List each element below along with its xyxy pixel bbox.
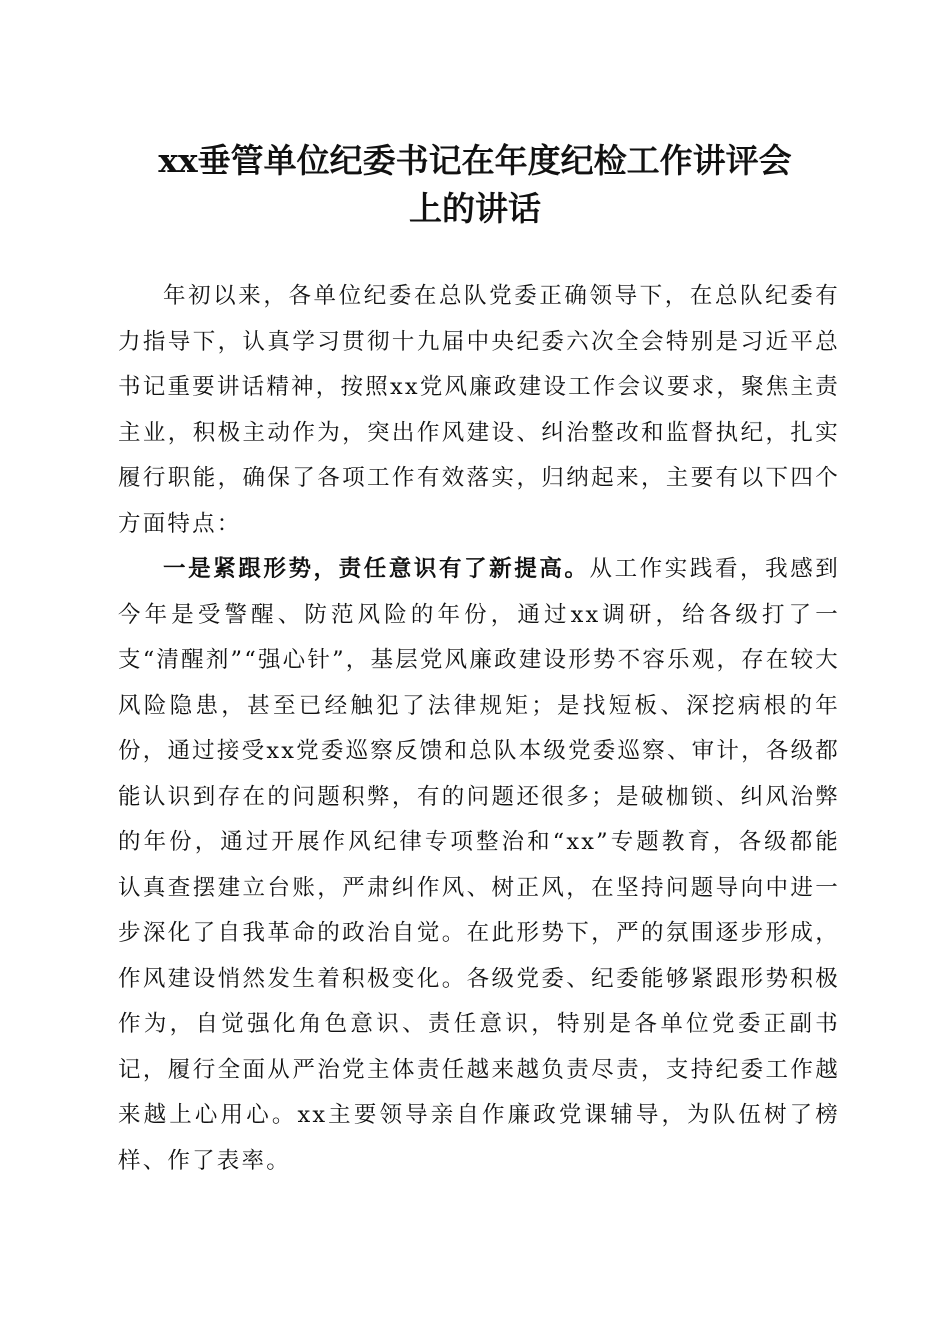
- document-title: [100, 137, 850, 233]
- title-line-1: xx垂管单位纪委书记在年度纪检工作讲评会: [158, 141, 792, 180]
- paragraph-intro-text: 年初以来，各单位纪委在总队党委正确领导下，在总队纪委有力指导下，认真学习贯彻十九届中央纪委六次全会特别是习近平总书记重要讲话精神，按照xx党风廉政建设工作会议要求，聚焦主责主业，积极主动作为，突出作风建设、纠治整改和监督执纪，扎实履行职能，确保了各项工作有效落实，归纳起来，主要有以下四个方面特点：: [118, 283, 840, 537]
- paragraph-intro: [118, 274, 840, 547]
- document-body: [118, 274, 840, 1184]
- paragraph-point-one-lead: 一是紧跟形势，责任意识有了新提高。: [163, 556, 590, 582]
- title-line-2: 上的讲话: [409, 189, 541, 228]
- paragraph-point-one-text: 从工作实践看，我感到今年是受警醒、防范风险的年份，通过xx调研，给各级打了一支“清醒剂”“强心针”，基层党风廉政建设形势不容乐观，存在较大风险隐患，甚至已经触犯了法律规矩；是找短板、深挖病根的年份，通过接受xx党委巡察反馈和总队本级党委巡察、审计，各级都能认识到存在的问题积弊，有的问题还很多；是破枷锁、纠风治弊的年份，通过开展作风纪律专项整治和“xx”专题教育，各级都能认真查摆建立台账，严肃纠作风、树正风，在坚持问题导向中进一步深化了自我革命的政治自觉。在此形势下，严的氛围逐步形成，作风建设悄然发生着积极变化。各级党委、纪委能够紧跟形势积极作为，自觉强化角色意识、责任意识，特别是各单位党委正副书记，履行全面从严治党主体责任越来越负责尽责，支持纪委工作越来越上心用心。xx主要领导亲自作廉政党课辅导，为队伍树了榜样、作了表率。: [118, 556, 840, 1174]
- paragraph-point-one: [118, 547, 840, 1184]
